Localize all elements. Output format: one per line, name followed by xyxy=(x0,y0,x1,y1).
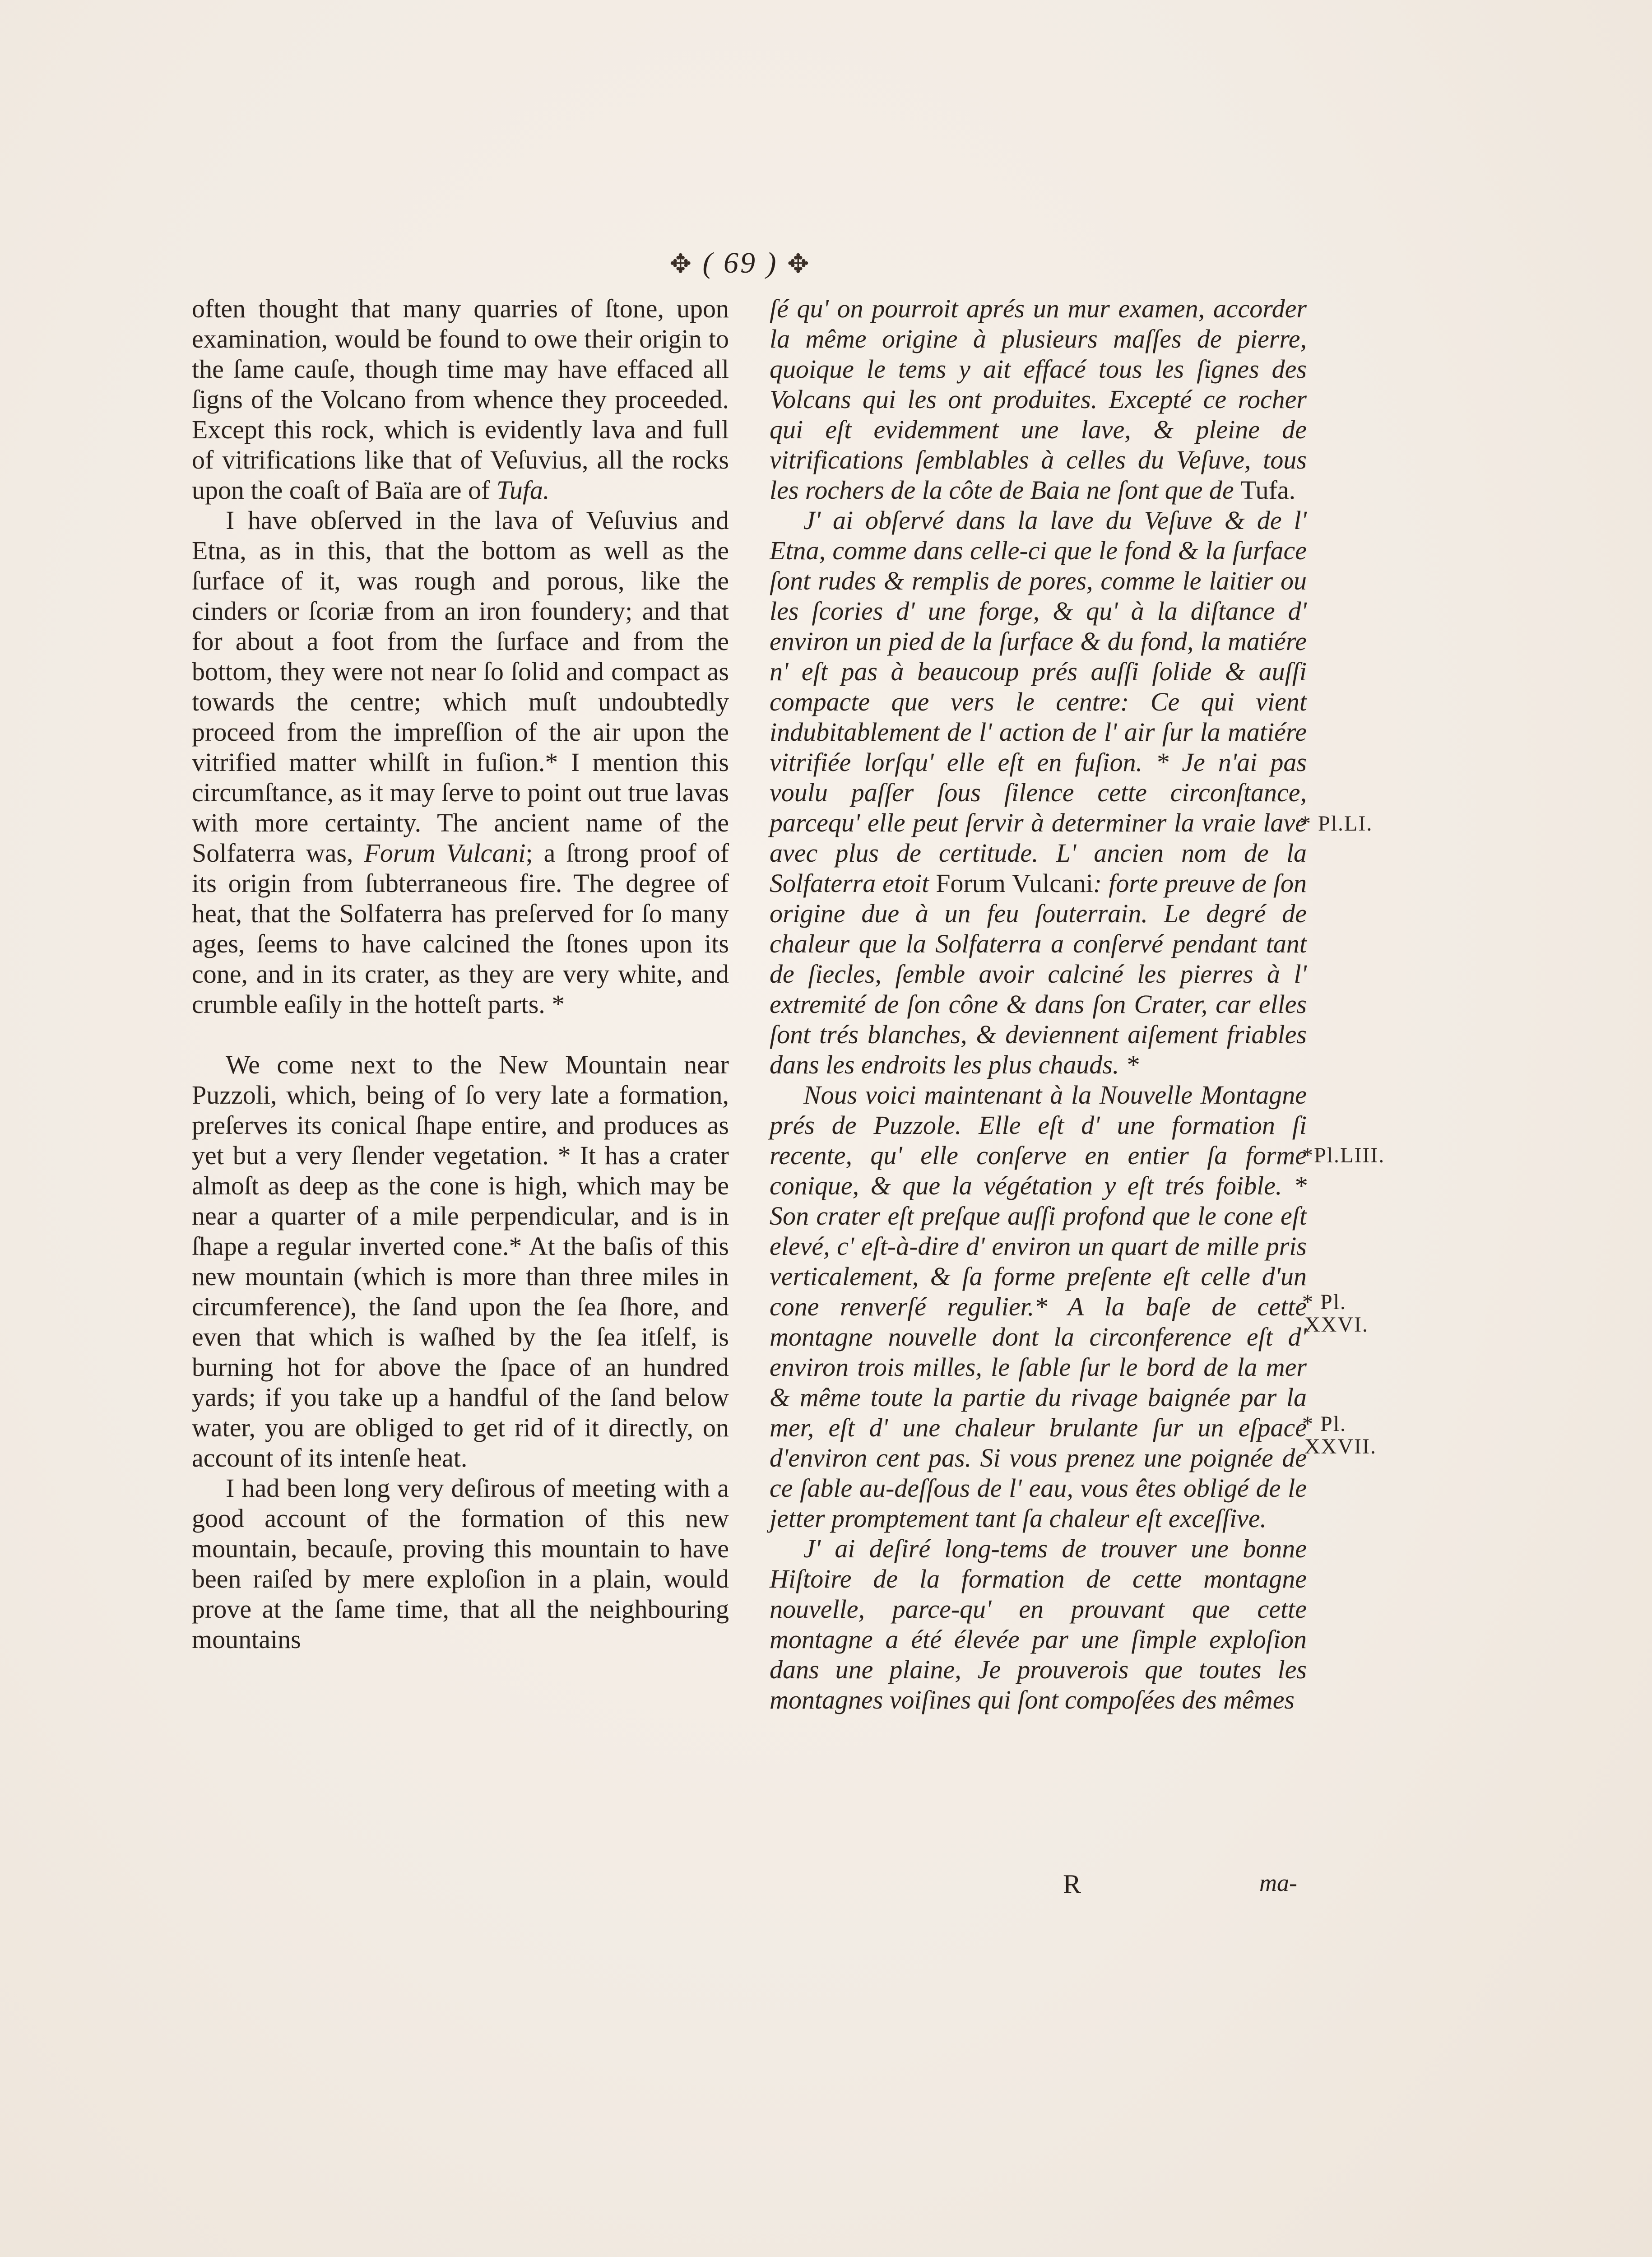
catchword-french: ma- xyxy=(1259,1869,1297,1896)
french-paragraph-1: ſé qu' on pourroit aprés un mur examen, accorder la même origine à plusieurs maſſes de pierre, quoique le tems y ait effacé tous les ſignes des Volcans qui les ont produites. Excepté ce rocher qui eſt evidemment une lave, & pleine de vitrifications ſemblables à celles du Veſuve, tous les rochers de la côte de Baia ne ſont que de Tufa. xyxy=(770,294,1307,505)
margin-note-pl-xxvi-b: XXVI. xyxy=(1304,1313,1369,1337)
english-paragraph-4: I had been long very deſirous of meeting with a good account of the formation of this new mountain, becauſe, proving this mountain to have been raiſed by mere exploſion in a plain, would prove at the ſame time, that all the neighbouring mountains xyxy=(192,1473,729,1654)
signature-mark: R xyxy=(1063,1869,1081,1899)
margin-note-pl-liii: *Pl.LIII. xyxy=(1302,1143,1385,1167)
english-paragraph-2: I have obſerved in the lava of Veſuvius and Etna, as in this, that the bottom as well as the ſurface of it, was rough and porous, like the cinders or ſcoriæ from an iron foundery; and that for about a foot from the ſurface and from the bottom, they were not near ſo ſolid and compact as towards the centre; which muſt undoubtedly proceed from the impreſſion of the air upon the vitrified matter whilſt in fuſion.* I mention this circumſtance, as it may ſerve to point out true lavas with more certainty. The ancient name of the Solfaterra was, Forum Vulcani; a ſtrong proof of its origin from ſubterraneous fire. The degree of heat, that the Solfaterra has preſerved for ſo many ages, ſeems to have calcined the ſtones upon its cone, and in its crater, as they are very white, and crumble eaſily in the hotteſt parts. * xyxy=(192,506,729,1019)
english-paragraph-3: We come next to the New Mountain near Puzzoli, which, being of ſo very late a formation, preſerves its conical ſhape entire, and produces as yet but a very ſlender vegetation. * It has a crater almoſt as deep as the cone is high, which may be near a quarter of a mile perpendicular, and is in ſhape a regular inverted cone.* At the baſis of this new mountain (which is more than three miles in circumference), the ſand upon the ſea ſhore, and even that which is waſhed by the ſea itſelf, is burning hot for above the ſpace of an hundred yards; if you take up a handful of the ſand below water, you are obliged to get rid of it directly, on account of its intenſe heat. xyxy=(192,1050,729,1472)
margin-note-pl-li: * Pl.LI. xyxy=(1300,812,1373,836)
page-header xyxy=(650,246,831,280)
french-paragraph-3: Nous voici maintenant à la Nouvelle Montagne prés de Puzzole. Elle eſt d' une formation ſi recente, qu' elle conſerve en entier ſa forme conique, & que la végétation y eſt trés foible. * Son crater eſt preſque auſſi profond que le cone eſt elevé, c' eſt-à-dire d' environ un quart de mille pris verticalement, & ſa forme preſente eſt celle d'un cone renverſé regulier.* A la baſe de cette montagne nouvelle dont la circonference eſt d' environ trois milles, le ſable ſur le bord de la mer & même toute la partie du rivage baignée par la mer, eſt d' une chaleur brulante ſur un eſpace d'environ cent pas. Si vous prenez une poignée de ce ſable au-deſſous de l' eau, vous êtes obligé de le jetter promptement tant ſa chaleur eſt exceſſive. xyxy=(770,1080,1307,1533)
page-number: ( 69 ) xyxy=(702,246,778,279)
margin-note-pl-xxvi-a: * Pl. xyxy=(1302,1290,1347,1314)
english-paragraph-1: often thought that many quarries of ſtone, upon examination, would be found to owe their origin to the ſame cauſe, though time may have effaced all ſigns of the Volcano from whence they proceeded. Except this rock, which is evidently lava and full of vitrifications like that of Veſuvius, all the rocks upon the coaſt of Baïa are of Tufa. xyxy=(192,294,729,505)
margin-note-pl-xxvii-a: * Pl. xyxy=(1302,1412,1347,1436)
french-paragraph-4: J' ai deſiré long-tems de trouver une bonne Hiſtoire de la formation de cette montagne nouvelle, parce-qu' en prouvant que cette montagne a été élevée par une ſimple exploſion dans une plaine, Je prouverois que toutes les montagnes voiſines qui ſont compoſées des mêmes xyxy=(770,1534,1307,1714)
english-column xyxy=(192,293,729,1654)
fleuron-left-icon: ✥ xyxy=(669,249,694,279)
fleuron-right-icon: ✥ xyxy=(787,249,811,279)
french-paragraph-2: J' ai obſervé dans la lave du Veſuve & de l' Etna, comme dans celle-ci que le fond & la ſurface ſont rudes & remplis de pores, comme le laitier ou les ſcories d' une forge, & qu' à la diſtance d' environ un pied de la ſurface & du fond, la matiére n' eſt pas à beaucoup prés auſſi ſolide & auſſi compacte que vers le centre: Ce qui vient indubitablement de l' action de l' air ſur la matiére vitrifiée lorſqu' elle eſt en fuſion. * Je n'ai pas voulu paſſer ſous ſilence cette circonſtance, parcequ' elle peut ſervir à determiner la vraie lave avec plus de certitude. L' ancien nom de la Solfaterra etoit Forum Vulcani: forte preuve de ſon origine due à un feu ſouterrain. Le degré de chaleur que la Solfaterra a conſervé pendant tant de ſiecles, ſemble avoir calciné les pierres à l' extremité de ſon cône & dans ſon Crater, car elles ſont trés blanches, & deviennent aiſement friables dans les endroits les plus chauds. * xyxy=(770,506,1307,1079)
margin-note-pl-xxvii-b: XXVII. xyxy=(1304,1435,1377,1458)
french-column xyxy=(770,293,1307,1715)
